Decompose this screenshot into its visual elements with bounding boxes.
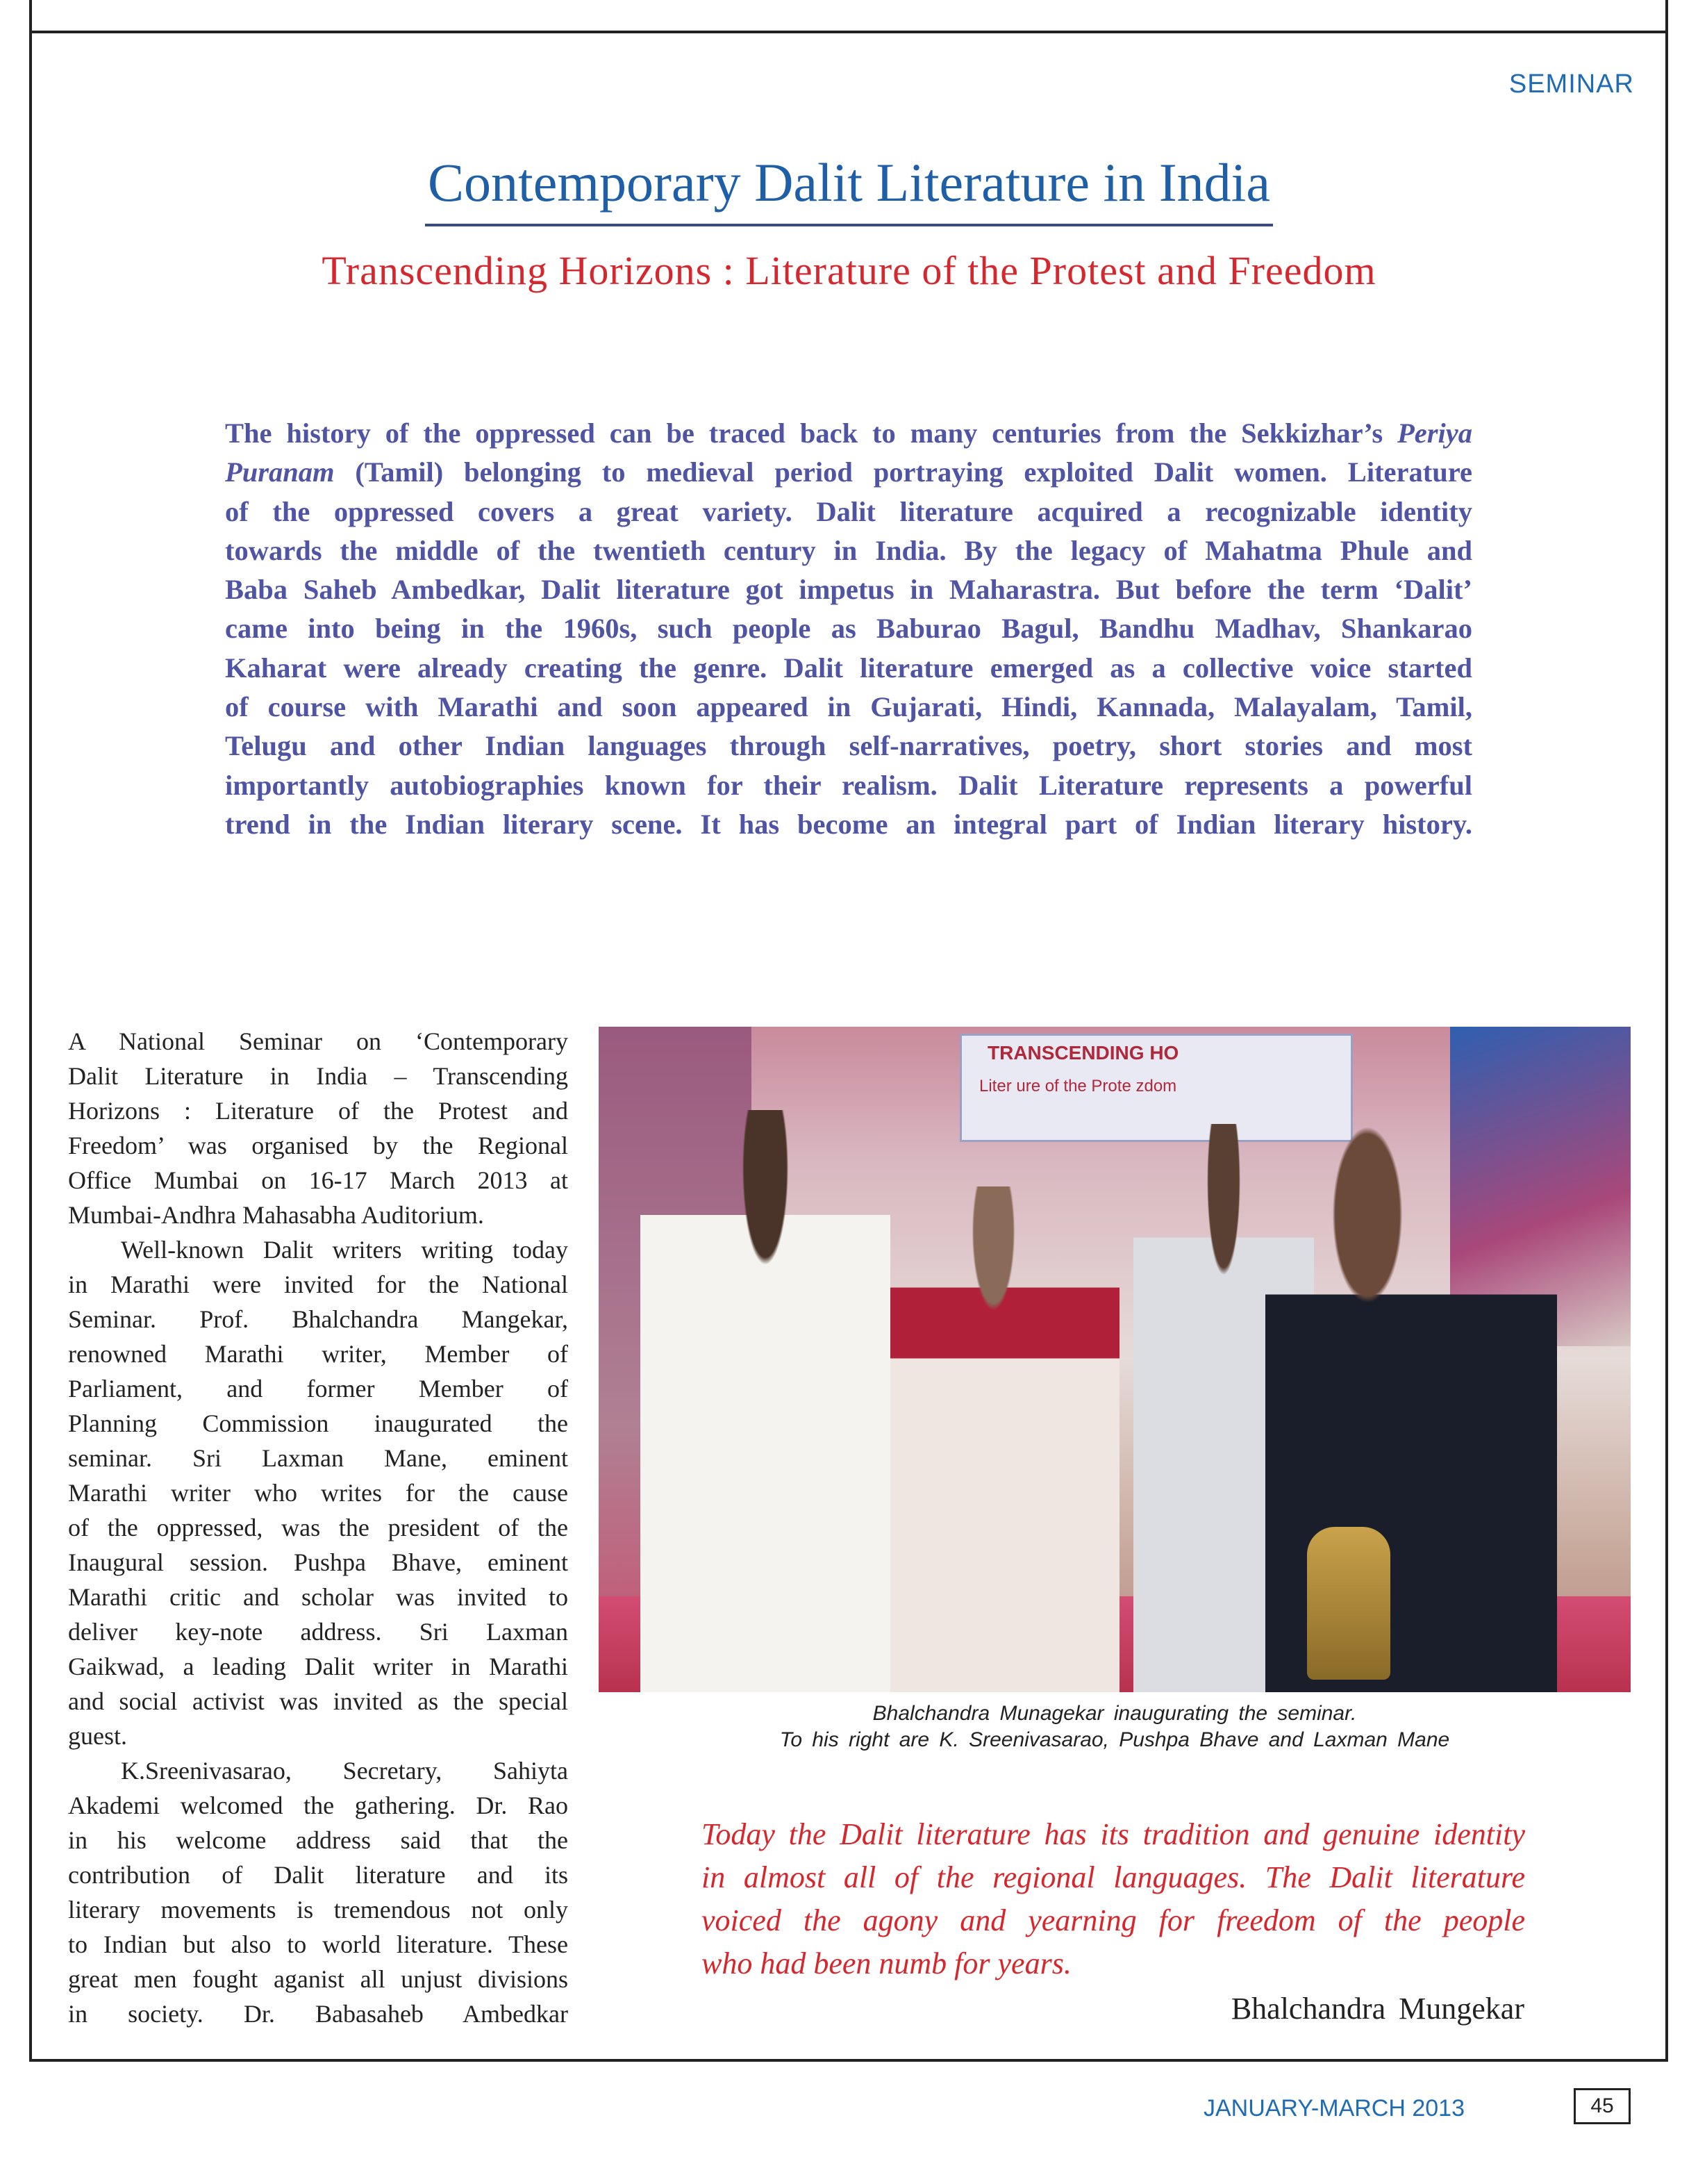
body-line: Akademi welcomed the gathering. Dr. Rao xyxy=(68,1792,568,1819)
abstract-line xyxy=(225,414,1472,453)
photo-banner-text: TRANSCENDING HO xyxy=(988,1042,1179,1064)
body-text-column xyxy=(68,1024,568,2031)
body-line: Seminar. Prof. Bhalchandra Mangekar, xyxy=(68,1305,568,1333)
article-title-text: Contemporary Dalit Literature in India xyxy=(425,151,1273,226)
page-frame-left xyxy=(29,0,32,2062)
abstract-line xyxy=(225,453,1472,492)
abstract xyxy=(225,414,1472,844)
body-line: contribution of Dalit literature and its xyxy=(68,1861,568,1889)
abstract-line: Telugu and other Indian languages through self-narratives, poetry, short stories and most xyxy=(225,730,1472,762)
pull-quote xyxy=(701,1813,1525,1985)
photo-person-white-shirt xyxy=(640,1110,890,1692)
body-line: Gaikwad, a leading Dalit writer in Marathi xyxy=(68,1653,568,1680)
abstract-italic: Puranam xyxy=(225,456,335,488)
abstract-line: Baba Saheb Ambedkar, Dalit literature got impetus in Maharastra. But before the term ‘Dalit’ xyxy=(225,574,1472,606)
pull-quote-author: Bhalchandra Mungekar xyxy=(1231,1992,1524,2026)
body-line: in society. Dr. Babasaheb Ambedkar xyxy=(68,2000,568,2028)
pull-quote-line: who had been numb for years. xyxy=(701,1946,1072,1980)
article-subtitle: Transcending Horizons : Literature of the Protest and Freedom xyxy=(322,248,1376,293)
body-line: and social activist was invited as the special xyxy=(68,1687,568,1715)
photo-caption-line1: Bhalchandra Munagekar inaugurating the seminar. xyxy=(872,1702,1357,1725)
event-photo xyxy=(599,1027,1631,1692)
abstract-italic: Periya xyxy=(1397,417,1472,449)
abstract-text: The history of the oppressed can be traced back to many centuries from the Sekkizhar’s xyxy=(225,417,1398,449)
section-label: SEMINAR xyxy=(1508,69,1634,99)
abstract-line: towards the middle of the twentieth century in India. By the legacy of Mahatma Phule and xyxy=(225,534,1472,566)
photo-person-saree xyxy=(890,1186,1119,1692)
body-line: deliver key-note address. Sri Laxman xyxy=(68,1618,568,1646)
abstract-line: importantly autobiographies known for their realism. Dalit Literature represents a powerful xyxy=(225,769,1472,801)
body-line: Horizons : Literature of the Protest and xyxy=(68,1097,568,1125)
body-line: literary movements is tremendous not only xyxy=(68,1896,568,1924)
abstract-line: of course with Marathi and soon appeared in Gujarati, Hindi, Kannada, Malayalam, Tamil, xyxy=(225,691,1472,723)
abstract-line: came into being in the 1960s, such people as Baburao Bagul, Bandhu Madhav, Shankarao xyxy=(225,613,1472,645)
page-number: 45 xyxy=(1574,2088,1631,2124)
body-line: guest. xyxy=(68,1722,127,1750)
abstract-line: of the oppressed covers a great variety. Dalit literature acquired a recognizable identity xyxy=(225,495,1472,527)
body-line: Planning Commission inaugurated the xyxy=(68,1409,568,1437)
body-line: in his welcome address said that the xyxy=(68,1826,568,1854)
photo-banner-subtext xyxy=(979,1077,1176,1096)
body-line: renowned Marathi writer, Member of xyxy=(68,1340,568,1368)
body-line: seminar. Sri Laxman Mane, eminent xyxy=(68,1444,568,1472)
body-line: Well-known Dalit writers writing today xyxy=(121,1236,568,1264)
article-title xyxy=(0,151,1698,226)
body-line: Marathi critic and scholar was invited to xyxy=(68,1583,568,1611)
photo-banner-subtext-a: Liter ure of the Prote xyxy=(979,1077,1131,1095)
body-line: in Marathi were invited for the National xyxy=(68,1271,568,1298)
pull-quote-line: Today the Dalit literature has its tradition and genuine identity xyxy=(701,1817,1525,1851)
body-line: to Indian but also to world literature. These xyxy=(68,1930,568,1958)
page-frame-top xyxy=(29,0,1668,33)
photo-banner-subtext-b: zdom xyxy=(1135,1077,1177,1095)
body-line: K.Sreenivasarao, Secretary, Sahiyta xyxy=(121,1757,568,1785)
abstract-line: Kaharat were already creating the genre. Dalit literature emerged as a collective voice started xyxy=(225,652,1472,684)
body-line: Parliament, and former Member of xyxy=(68,1375,568,1403)
page-frame-right xyxy=(1665,0,1668,2062)
body-line: Office Mumbai on 16-17 March 2013 at xyxy=(68,1166,568,1194)
pull-quote-line: voiced the agony and yearning for freedom of the people xyxy=(701,1903,1525,1937)
body-line: Marathi writer who writes for the cause xyxy=(68,1479,568,1507)
page-frame-bottom xyxy=(29,2059,1668,2062)
body-line: Mumbai-Andhra Mahasabha Auditorium. xyxy=(68,1201,484,1229)
photo-brass-lamp xyxy=(1307,1527,1390,1680)
photo-caption-line2: To his right are K. Sreenivasarao, Pushpa Bhave and Laxman Mane xyxy=(779,1728,1450,1751)
body-line: Dalit Literature in India – Transcending xyxy=(68,1062,568,1090)
body-line: great men fought aganist all unjust divisions xyxy=(68,1965,568,1993)
body-line: Inaugural session. Pushpa Bhave, eminent xyxy=(68,1548,568,1576)
body-line: of the oppressed, was the president of the xyxy=(68,1514,568,1541)
pull-quote-line: in almost all of the regional languages. The Dalit literature xyxy=(701,1860,1525,1894)
footer-issue-date: JANUARY-MARCH 2013 xyxy=(1203,2095,1465,2121)
body-line: Freedom’ was organised by the Regional xyxy=(68,1132,568,1159)
body-line: A National Seminar on ‘Contemporary xyxy=(68,1027,568,1055)
abstract-line: trend in the Indian literary scene. It has become an integral part of Indian literary history. xyxy=(225,808,1472,840)
abstract-text: (Tamil) belonging to medieval period portraying exploited Dalit women. Literature xyxy=(334,456,1472,488)
